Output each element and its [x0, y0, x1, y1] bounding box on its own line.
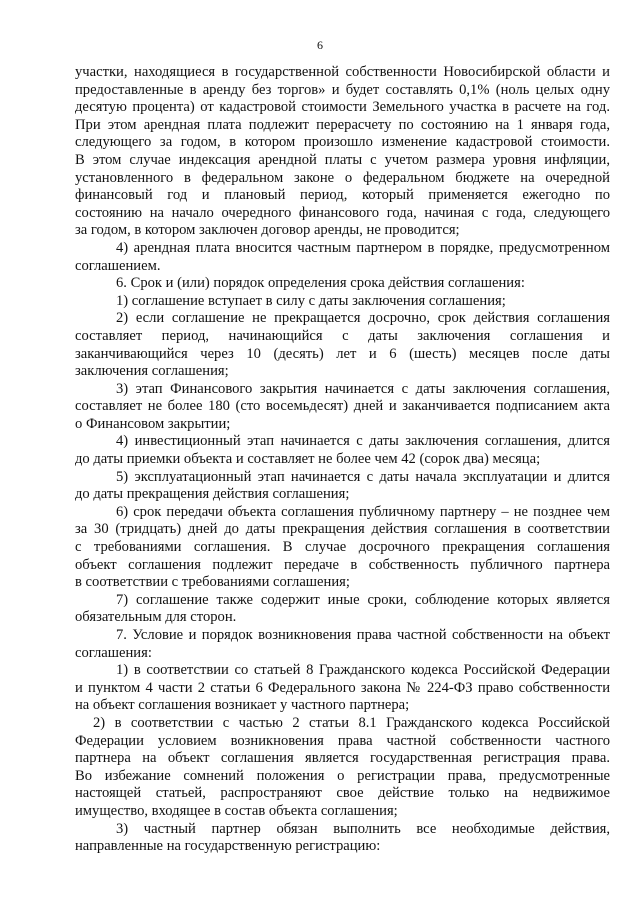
text-line: установленного в федеральном законе о федеральном бюджете на очередной: [75, 169, 610, 186]
text-line: составляет не более 180 (сто восемьдесят) дней и заканчивается подписанием акта: [75, 398, 610, 415]
text-line: обязательным для сторон.: [75, 609, 237, 626]
text-line: 5) эксплуатационный этап начинается с даты начала эксплуатации и длится: [116, 468, 610, 485]
text-line: партнера на объект соглашения является государственная регистрация права.: [75, 750, 610, 767]
text-line: 3) этап Финансового закрытия начинается с даты заключения соглашения,: [116, 380, 610, 397]
text-line: участки, находящиеся в государственной собственности Новосибирской области и: [75, 64, 610, 80]
text-line: направленные на государственную регистрацию:: [75, 838, 381, 855]
text-line: 4) инвестиционный этап начинается с даты заключения соглашения, длится: [116, 433, 610, 450]
text-line: 3) частный партнер обязан выполнить все необходимые действия,: [116, 820, 610, 837]
text-line: соглашением.: [75, 257, 161, 274]
text-line: 2) в соответствии с частью 2 статьи 8.1 Гражданского кодекса Российской: [93, 714, 610, 731]
text-line: составляет период, начинающийся с даты заключения соглашения и: [75, 327, 610, 344]
text-line: В этом случае индексация арендной платы с учетом размера уровня инфляции,: [75, 151, 610, 168]
text-line: настоящей статьей, распространяют свое действие только на недвижимое: [75, 785, 610, 802]
text-line: При этом арендная плата подлежит перерасчету по состоянию на 1 января года,: [75, 116, 610, 133]
text-line: состоянию на начало очередного финансового года, начиная с года, следующего: [75, 204, 610, 221]
document-body: [75, 64, 610, 856]
text-line: о Финансовом закрытии;: [75, 415, 231, 432]
text-line: на объект соглашения возникает у частного партнера;: [75, 697, 410, 714]
text-line: за 30 (тридцать) дней до даты прекращения действия соглашения в соответствии: [75, 521, 610, 538]
text-line: до даты прекращения действия соглашения;: [75, 486, 350, 503]
text-line: 2) если соглашение не прекращается досрочно, срок действия соглашения: [116, 310, 610, 327]
text-line: следующего за годом, в котором произошло изменение кадастровой стоимости.: [75, 134, 610, 151]
text-line: заключения соглашения;: [75, 363, 229, 380]
text-line: 4) арендная плата вносится частным партнером в порядке, предусмотренном: [116, 239, 610, 256]
text-line: 1) соглашение вступает в силу с даты заключения соглашения;: [116, 292, 506, 309]
text-line: Во избежание сомнений положения о регистрации права, предусмотренные: [75, 767, 610, 784]
text-line: соглашения:: [75, 644, 152, 661]
text-line: и пунктом 4 части 2 статьи 6 Федерального закона № 224-ФЗ право собственности: [75, 679, 610, 696]
text-line: до даты приемки объекта и составляет не более чем 42 (сорок два) месяца;: [75, 451, 541, 468]
text-line: финансовый год и плановый период, который применяется ежегодно по: [75, 187, 610, 204]
text-line: 7) соглашение также содержит иные сроки, соблюдение которых является: [116, 591, 610, 608]
text-line: имущество, входящее в состав объекта соглашения;: [75, 802, 398, 819]
text-line: 1) в соответствии со статьей 8 Гражданского кодекса Российской Федерации: [116, 662, 610, 679]
text-line: в соответствии с требованиями соглашения;: [75, 574, 350, 591]
text-line: за годом, в котором заключен договор аренды, не проводится;: [75, 222, 460, 239]
text-line: 7. Условие и порядок возникновения права частной собственности на объект: [116, 627, 610, 643]
text-line: предоставленные в аренду без торгов» и будет составлять 0,1% (ноль целых одну: [75, 81, 610, 98]
text-line: Федерации условием возникновения права частной собственности частного: [75, 732, 610, 749]
text-line: десятую процента) от кадастровой стоимости Земельного участка в расчете на год.: [75, 99, 610, 116]
text-line: объект соглашения подлежит передаче в собственность публичного партнера: [75, 556, 610, 573]
text-line: с требованиями соглашения. В случае досрочного прекращения соглашения: [75, 539, 610, 556]
text-line: заканчивающийся через 10 (десять) лет и 6 (шесть) месяцев после даты: [75, 345, 610, 362]
text-line: 6) срок передачи объекта соглашения публичному партнеру – не позднее чем: [116, 503, 610, 520]
text-line: 6. Срок и (или) порядок определения срока действия соглашения:: [116, 275, 525, 292]
page-number: 6: [317, 38, 323, 52]
